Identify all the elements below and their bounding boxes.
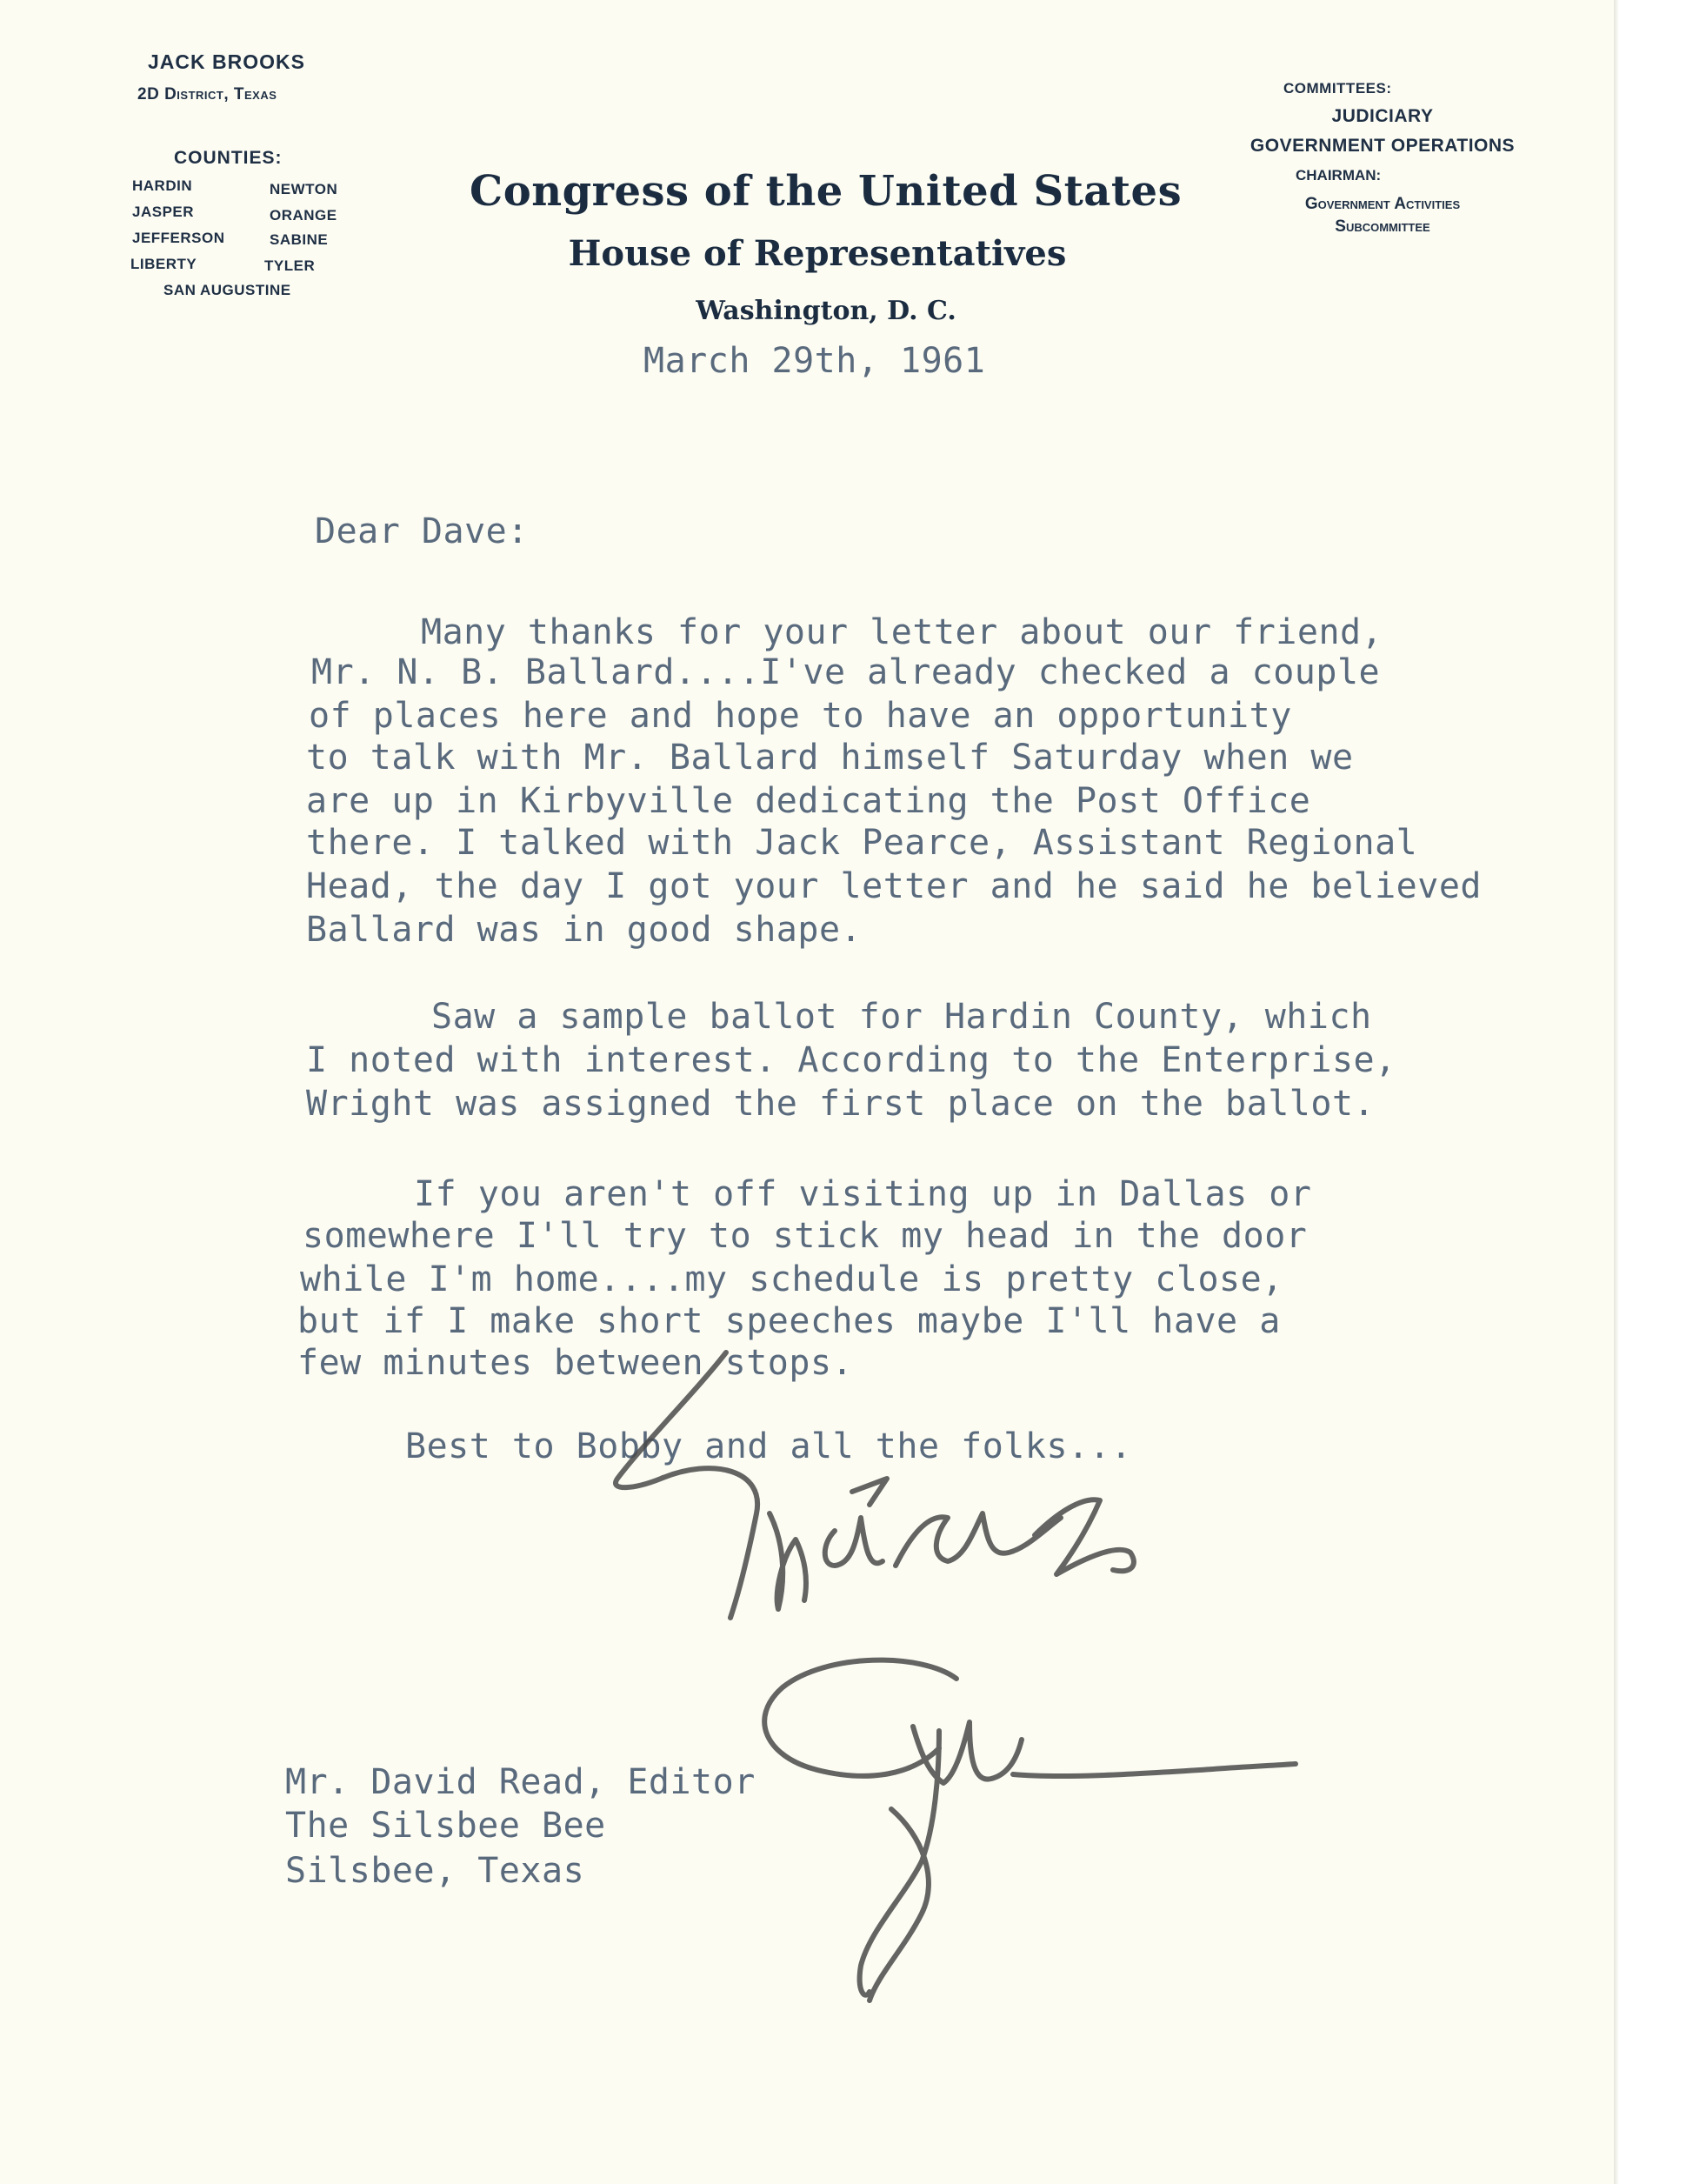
district-line: 2D District, Texas (137, 85, 277, 104)
county-item: SABINE (270, 231, 329, 248)
body-line: Mr. N. B. Ballard....I've already checked a couple (311, 652, 1381, 692)
subcommittee-line: Subcommittee (1335, 217, 1430, 236)
counties-heading: COUNTIES: (174, 148, 283, 168)
county-item: JEFFERSON (132, 230, 225, 246)
committees-heading: COMMITTEES: (1283, 80, 1392, 97)
body-line: there. I talked with Jack Pearce, Assistant Regional (306, 823, 1418, 863)
county-item: HARDIN (132, 177, 193, 194)
recipient-line: Mr. David Read, Editor (285, 1762, 756, 1802)
representative-name: JACK BROOKS (148, 50, 305, 73)
closing-line: Best to Bobby and all the folks... (405, 1426, 1132, 1466)
county-item: JASPER (132, 204, 195, 220)
county-item: NEWTON (270, 181, 338, 197)
salutation: Dear Dave: (315, 511, 529, 551)
body-line: Many thanks for your letter about our friend, (421, 612, 1383, 652)
body-line: I noted with interest. According to the Enterprise, (306, 1040, 1396, 1080)
committee-judiciary: JUDICIARY (1331, 106, 1434, 126)
subcommittee-line: Government Activities (1304, 195, 1461, 213)
body-line: are up in Kirbyville dedicating the Post Office (306, 781, 1311, 821)
chairman-heading: CHAIRMAN: (1296, 167, 1382, 184)
county-item: SAN AUGUSTINE (163, 282, 291, 298)
body-line: but if I make short speeches maybe I'll have a (297, 1301, 1281, 1341)
committee-government-operations: GOVERNMENT OPERATIONS (1250, 136, 1516, 156)
recipient-line: The Silsbee Bee (285, 1806, 606, 1846)
county-item: ORANGE (270, 207, 337, 224)
congress-heading: Congress of the United States (470, 167, 1183, 216)
city-heading: Washington, D. C. (696, 296, 956, 326)
body-line: Ballard was in good shape. (306, 910, 863, 950)
body-line: somewhere I'll try to stick my head in the door (303, 1216, 1308, 1256)
body-line: If you aren't off visiting up in Dallas or (414, 1174, 1312, 1214)
letter-date: March 29th, 1961 (643, 341, 986, 381)
county-item: TYLER (264, 257, 316, 274)
body-line: while I'm home....my schedule is pretty close, (300, 1259, 1283, 1299)
body-line: few minutes between stops. (297, 1343, 854, 1383)
body-line: of places here and hope to have an opportunity (309, 696, 1292, 736)
body-line: Saw a sample ballot for Hardin County, which (431, 997, 1372, 1037)
recipient-line: Silsbee, Texas (285, 1851, 585, 1891)
county-item: LIBERTY (130, 256, 197, 272)
body-line: Wright was assigned the first place on the ballot. (306, 1084, 1376, 1124)
body-line: Head, the day I got your letter and he said he believed (306, 866, 1483, 906)
house-heading: House of Representatives (568, 233, 1067, 274)
body-line: to talk with Mr. Ballard himself Saturday when we (306, 738, 1354, 778)
